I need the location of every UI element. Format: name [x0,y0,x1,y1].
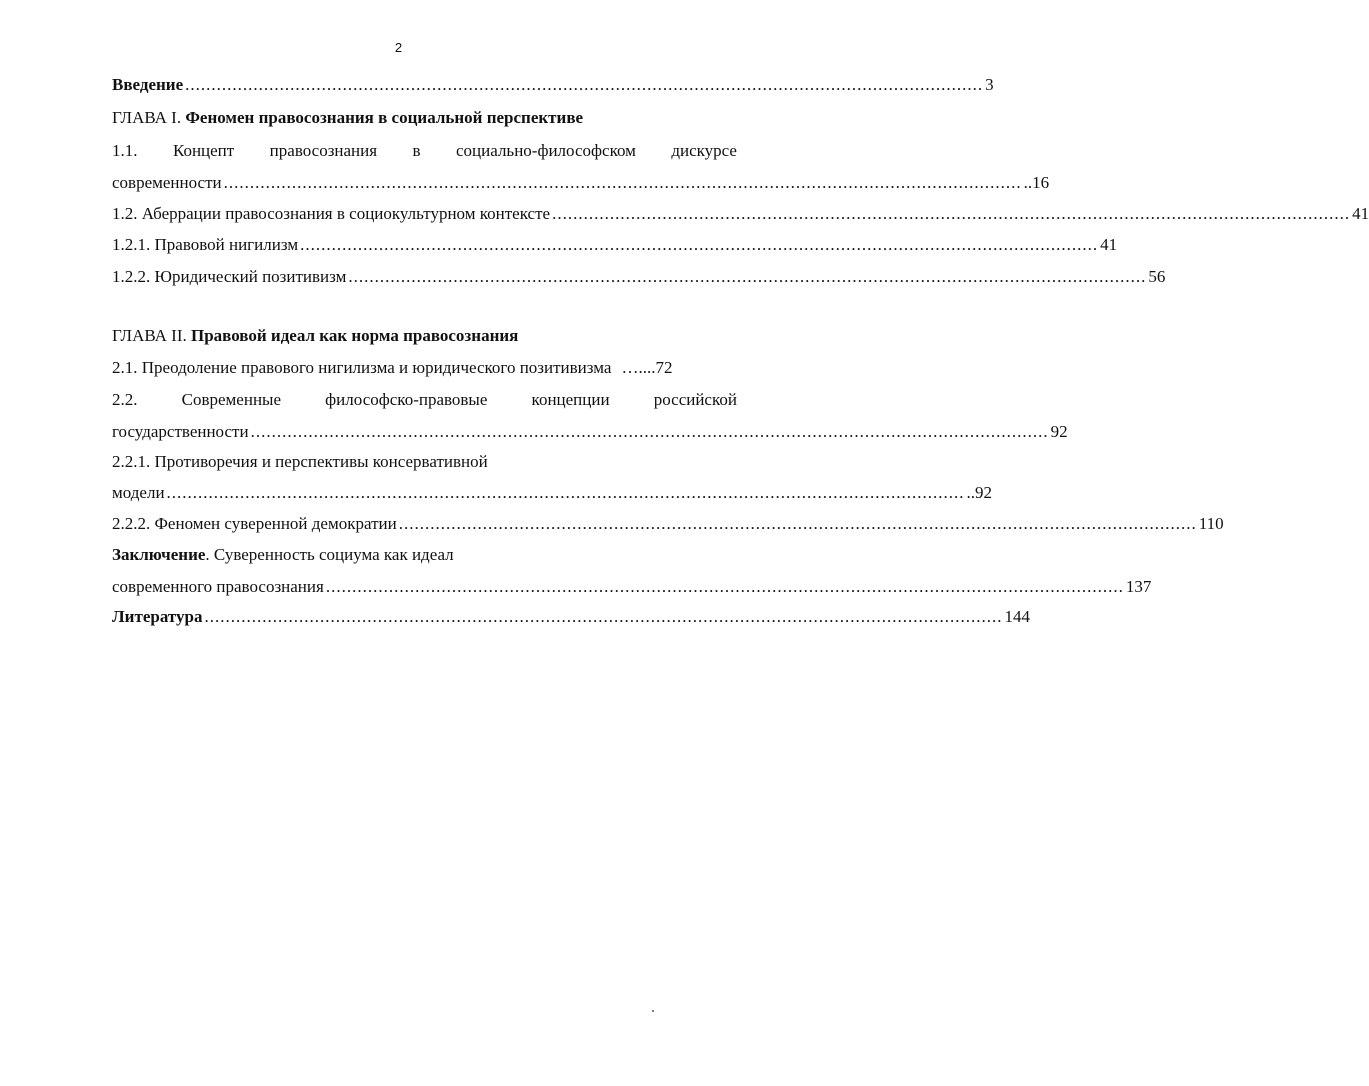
toc-2-2-word: философско-правовые [325,390,488,409]
toc-chapter-1 [112,107,737,129]
toc-entry-2-2-1-line1 [112,451,737,473]
toc-entry-2-2-line2 [112,421,1068,443]
toc-1-1-word: дискурсе [671,141,737,160]
toc-1-1-word: в [412,141,421,160]
toc-2-2-cont: государственности [112,422,249,441]
toc-2-2-2-label: 2.2.2. Феномен суверенной демократии [112,514,397,533]
chapter-1-title: Феномен правосознания в социальной перспективе [185,108,584,127]
toc-entry-2-2-1-line2 [112,482,993,504]
chapter-2-prefix: ГЛАВА II. [112,326,187,345]
toc-2-2-word: Современные [181,390,282,409]
dot-leader: ........................................................................................................................................................ [325,577,1124,596]
toc-entry-conclusion-line1 [112,544,737,566]
toc-2-2-2-page: 110 [1198,514,1224,533]
dot-leader: ........................................................................................................................................................ [348,267,1147,286]
dot-leader: ........................................................................................................................................................ [185,75,984,94]
toc-1-1-cont: современности [112,173,222,192]
toc-2-2-1-page: ..92 [966,483,993,502]
toc-chapter-2 [112,325,737,347]
toc-entry-1-1-line1 [112,140,737,162]
dot-leader: ........................................................................................................................................................ [204,607,1003,626]
chapter-2-title: Правовой идеал как норма правосознания [190,326,519,345]
toc-literature-label: Литература [112,607,203,626]
toc-1-1-word: социально-философском [456,141,636,160]
toc-entry-1-1-line2 [112,172,1050,194]
toc-conclusion-label: Заключение [112,545,206,564]
toc-1-2-label: 1.2. Аберрации правосознания в социокультурном контексте [112,204,551,223]
dot-leader: ........................................................................................................................................................ [166,483,965,502]
toc-entry-2-2-2 [112,513,1224,535]
toc-2-2-word: 2.2. [112,390,138,409]
page-number: 2 [394,40,403,55]
dot-leader: ........................................................................................................................................................ [398,514,1197,533]
toc-intro-page: 3 [985,75,994,94]
toc-1-2-page: 41 [1352,204,1369,223]
scan-speck [652,1010,654,1012]
toc-literature-page: 144 [1004,607,1030,626]
toc-1-1-word: 1.1. [112,141,138,160]
toc-1-2-1-page: 41 [1100,235,1118,254]
toc-1-1-page: ..16 [1023,173,1050,192]
toc-entry-1-2 [112,203,1369,225]
toc-2-2-word: российской [653,390,737,409]
toc-2-2-1-cont: модели [112,483,165,502]
toc-1-1-word: правосознания [269,141,378,160]
dot-leader: ........................................................................................................................................................ [223,173,1022,192]
toc-entry-conclusion-line2 [112,576,1152,598]
dot-leader: ........................................................................................................................................................ [300,235,1099,254]
toc-entry-1-2-1 [112,234,1118,256]
toc-1-2-1-label: 1.2.1. Правовой нигилизм [112,235,299,254]
toc-entry-1-2-2 [112,266,1166,288]
toc-1-2-2-page: 56 [1148,267,1166,286]
dot-leader: ........................................................................................................................................................ [250,422,1049,441]
toc-2-1-label: 2.1. Преодоление правового нигилизма и юридического позитивизма [112,358,612,377]
toc-1-2-2-label: 1.2.2. Юридический позитивизм [112,267,347,286]
toc-entry-2-2-line1 [112,389,737,411]
dot-leader: ........................................................................................................................................................ [552,204,1351,223]
toc-conclusion-cont: современного правосознания [112,577,324,596]
toc-entry-literature [112,606,1030,628]
toc-entry-2-1 [112,357,737,379]
toc-1-1-word: Концепт [172,141,235,160]
chapter-1-prefix: ГЛАВА I. [112,108,182,127]
toc-intro-label: Введение [112,75,184,94]
toc-2-2-1-label: 2.2.1. Противоречия и перспективы консервативной [112,452,488,471]
toc-conclusion-text: . Суверенность социума как идеал [205,545,454,564]
toc-conclusion-page: 137 [1125,577,1152,596]
toc-2-2-page: 92 [1050,422,1068,441]
toc-2-1-page: …....72 [621,358,673,377]
toc-2-2-word: концепции [531,390,610,409]
toc-entry-intro [112,74,994,96]
